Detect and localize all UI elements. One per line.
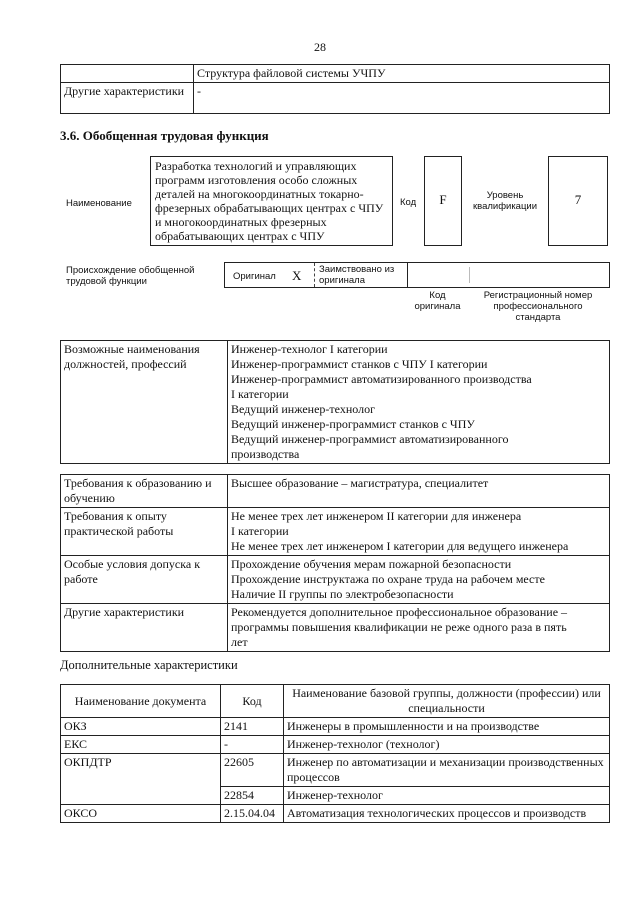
positions-label: Возможные наименования должностей, профессий [61, 341, 228, 464]
table-cell: 2.15.04.04 [221, 805, 284, 823]
table-row [61, 736, 610, 754]
level-value-box: 7 [548, 156, 608, 246]
section-title: 3.6. Обобщенная трудовая функция [60, 128, 269, 143]
level-label: Уровень квалификации [472, 190, 538, 212]
requirements-table [60, 474, 610, 652]
requirement-value [228, 556, 610, 604]
divider [469, 267, 471, 283]
additional-title: Дополнительные характеристики [60, 658, 238, 672]
requirement-label: Особые условия допуска к работе [61, 556, 228, 604]
text-line: Прохождение обучения мерам пожарной безопасности [231, 557, 512, 571]
table-cell: Автоматизация технологических процессов и производств [284, 805, 610, 823]
requirement-label: Другие характеристики [61, 604, 228, 652]
top-table [60, 64, 610, 114]
divider [407, 263, 409, 287]
table-cell: 22854 [221, 787, 284, 805]
list-item: производства [231, 447, 300, 461]
list-item: Ведущий инженер-программист станков с ЧПУ [231, 417, 475, 431]
positions-list [228, 341, 610, 464]
function-name-box: Разработка технологий и управляющих программ изготовления особо сложных деталей на многокоординатных токарно-фрезерных обрабатывающих центрах с ЧПУ и многокоординатных фрезерных обрабатывающих центрах с ЧПУ [150, 156, 393, 246]
code-label: Код [400, 197, 417, 208]
table-cell: Другие характеристики [61, 83, 194, 114]
original-mark: X [292, 268, 302, 283]
requirement-value [228, 508, 610, 556]
requirement-value [228, 604, 610, 652]
requirement-label: Требования к опыту практической работы [61, 508, 228, 556]
code-value-box: F [424, 156, 462, 246]
borrowed-label: Заимствовано из оригинала [319, 264, 395, 286]
table-row [61, 718, 610, 736]
table-header-row [61, 685, 610, 718]
text-line: I категории [231, 524, 289, 538]
list-item: Инженер-программист станков с ЧПУ I категории [231, 357, 488, 371]
table-cell: ОКЗ [61, 718, 221, 736]
table-cell: - [221, 736, 284, 754]
table-row [61, 754, 610, 787]
list-item: Ведущий инженер-технолог [231, 402, 375, 416]
list-item: Ведущий инженер-программист автоматизированного [231, 432, 509, 446]
table-row [61, 475, 610, 508]
table-cell: 22605 [221, 754, 284, 787]
list-item: Инженер-технолог I категории [231, 342, 388, 356]
table-cell: 2141 [221, 718, 284, 736]
table-cell: - [194, 83, 610, 114]
text-line: Наличие II группы по электробезопасности [231, 587, 454, 601]
table-cell: Структура файловой системы УЧПУ [194, 65, 610, 83]
page-number: 28 [314, 40, 326, 54]
table-row [61, 341, 610, 464]
code-caption: Код оригинала [414, 290, 461, 312]
table-cell: Инженер-технолог (технолог) [284, 736, 610, 754]
positions-table [60, 340, 610, 464]
table-row [61, 805, 610, 823]
table-cell [61, 65, 194, 83]
origin-box [224, 262, 610, 288]
origin-label: Происхождение обобщенной трудовой функции [66, 265, 195, 287]
name-label: Наименование [66, 198, 132, 209]
column-header: Наименование базовой группы, должности (профессии) или специальности [284, 685, 610, 718]
table-row [61, 604, 610, 652]
requirement-value [228, 475, 610, 508]
text-line: Высшее образование – магистратура, специалитет [231, 476, 489, 490]
table-cell: ОКСО [61, 805, 221, 823]
table-row [61, 83, 610, 114]
table-cell: ОКПДТР [61, 754, 221, 805]
text-line: Прохождение инструктажа по охране труда на рабочем месте [231, 572, 545, 586]
table-row [61, 556, 610, 604]
list-item: Инженер-программист автоматизированного производства [231, 372, 532, 386]
reg-caption: Регистрационный номер профессионального стандарта [483, 290, 593, 323]
text-line: Рекомендуется дополнительное профессиональное образование – [231, 605, 568, 619]
list-item: I категории [231, 387, 289, 401]
original-label: Оригинал [233, 271, 276, 282]
table-cell: Инженеры в промышленности и на производстве [284, 718, 610, 736]
divider [314, 263, 316, 287]
text-line: Не менее трех лет инженером I категории для ведущего инженера [231, 539, 569, 553]
additional-table [60, 684, 610, 823]
table-cell: Инженер-технолог [284, 787, 610, 805]
table-cell: Инженер по автоматизации и механизации производственных процессов [284, 754, 610, 787]
table-row [61, 508, 610, 556]
table-row [61, 65, 610, 83]
table-cell: ЕКС [61, 736, 221, 754]
text-line: лет [231, 635, 248, 649]
column-header: Код [221, 685, 284, 718]
requirement-label: Требования к образованию и обучению [61, 475, 228, 508]
text-line: Не менее трех лет инженером II категории для инженера [231, 509, 522, 523]
column-header: Наименование документа [61, 685, 221, 718]
text-line: программы повышения квалификации не реже одного раза в пять [231, 620, 567, 634]
